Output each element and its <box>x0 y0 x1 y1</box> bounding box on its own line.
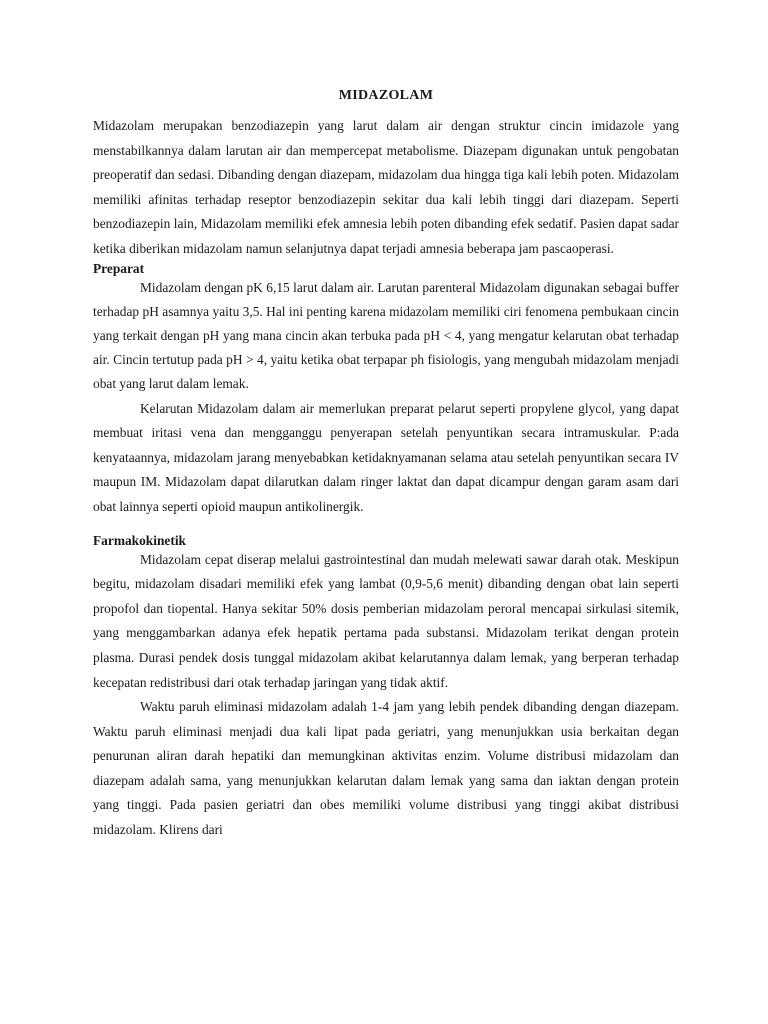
preparat-paragraph-1: Midazolam dengan pK 6,15 larut dalam air. Larutan parenteral Midazolam digunakan sebagai buffer terhadap pH asamnya yaitu 3,5. Hal ini penting karena midazolam memiliki ciri fenomena pembukaan cincin yang terkait dengan pH yang mana cincin akan terbuka pada pH < 4, yang mengatur kelarutan obat terhadap air. Cincin tertutup pada pH > 4, yaitu ketika obat terpapar ph fisiologis, yang mengubah midazolam menjadi obat yang larut dalam lemak. <box>93 279 679 392</box>
document-title: MIDAZOLAM <box>338 88 434 103</box>
section-spacer <box>93 520 679 534</box>
preparat-paragraph-2: Kelarutan Midazolam dalam air memerlukan preparat pelarut seperti propylene glycol, yang dapat membuat iritasi vena dan mengganggu penyerapan setelah penyuntikan secara intramuskular. P:ada kenyataannya, midazolam jarang menyebabkan ketidaknyamanan selama atau setelah penyuntikan secara IV maupun IM. Midazolam dapat dilarutkan dalam ringer laktat dan dapat dicampur dengan garam asam dari obat lainnya seperti opioid maupun antikolinergik. <box>93 400 679 514</box>
farmakokinetik-paragraph-1: Midazolam cepat diserap melalui gastrointestinal dan mudah melewati sawar darah otak. Meskipun begitu, midazolam disadari memiliki efek yang lambat (0,9-5,6 menit) dibanding dengan obat lain seperti propofol dan tiopental. Hanya sekitar 50% dosis pemberian midazolam peroral mencapai sirkulasi sitemik, yang menggambarkan adanya efek hepatik pertama pada substansi. Midazolam terikat dengan protein plasma. Durasi pendek dosis tunggal midazolam akibat kelarutannya dalam lemak, yang berperan terhadap kecepatan redistribusi dari otak terhadap jaringan yang tidak aktif. <box>93 551 679 690</box>
section-heading-farmakokinetik: Farmakokinetik <box>93 532 186 548</box>
intro-paragraph: Midazolam merupakan benzodiazepin yang larut dalam air dengan struktur cincin imidazole yang menstabilkannya dalam larutan air dan mempercepat metabolisme. Diazepam digunakan untuk pengobatan preoperatif dan sedasi. Dibanding dengan diazepam, midazolam dua hingga tiga kali lebih poten. Midazolam memiliki afinitas terhadap reseptor benzodiazepin sekitar dua kali lebih tinggi dari diazepam. Seperti benzodiazepin lain, Midazolam memiliki efek amnesia lebih poten dibanding efek sedatif. Pasien dapat sadar ketika diberikan midazolam namun selanjutnya dapat terjadi amnesia beberapa jam pascaoperasi. <box>93 118 679 256</box>
section-heading-preparat: Preparat <box>93 260 145 276</box>
farmakokinetik-paragraph-2: Waktu paruh eliminasi midazolam adalah 1-4 jam yang lebih pendek dibanding dengan diazepam. Waktu paruh eliminasi menjadi dua kali lipat pada geriatri, yang menunjukkan usia berkaitan degan penurunan aliran darah hepatiki dan memungkinan aktivitas enzim. Volume distribusi midazolam dan diazepam adalah sama, yang menunjukkan kelarutan dalam lemak yang sama dan iaktan dengan protein yang tinggi. Pada pasien geriatri dan obes memiliki volume distribusi yang tinggi akibat distribusi midazolam. Klirens dari <box>93 699 679 838</box>
document-page <box>93 86 679 843</box>
